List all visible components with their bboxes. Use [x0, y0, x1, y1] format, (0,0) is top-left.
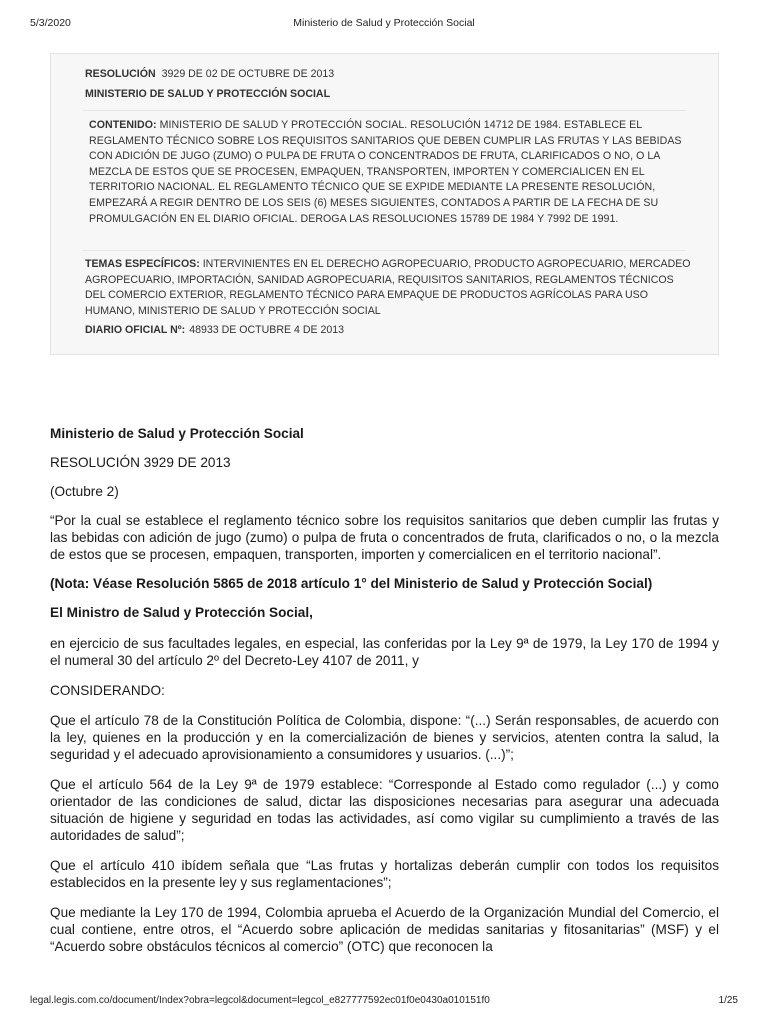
- resolution-line: [85, 68, 334, 80]
- contenido-label: CONTENIDO:: [89, 119, 157, 131]
- resolution-value: 3929 DE 02 DE OCTUBRE DE 2013: [161, 68, 335, 80]
- contenido-block: [89, 118, 695, 227]
- divider: [83, 250, 686, 251]
- print-footer: [0, 995, 768, 1009]
- note: (Nota: Véase Resolución 5865 de 2018 artículo 1° del Ministerio de Salud y Protección Social): [50, 576, 653, 591]
- resolution-heading: RESOLUCIÓN 3929 DE 2013: [50, 455, 231, 470]
- ministry-line: MINISTERIO DE SALUD Y PROTECCIÓN SOCIAL: [85, 88, 331, 100]
- diario-value: 48933 DE OCTUBRE 4 DE 2013: [189, 324, 345, 336]
- temas-label: TEMAS ESPECÍFICOS:: [85, 258, 200, 270]
- print-header: [0, 17, 768, 31]
- paragraph: Que el artículo 564 de la Ley 9ª de 1979 establece: “Corresponde al Estado como regulador (...) y como orientador de las condiciones de salud, dictar las disposiciones necesarias para asegurar una adecuada situación de higiene y seguridad en todas las actividades, así como vigilar su cumplimiento a través de las autoridades de salud”;: [50, 777, 719, 843]
- paragraph: Que el artículo 410 ibídem señala que “Las frutas y hortalizas deberán cumplir con todos los requisitos establecidos en la presente ley y sus reglamentaciones”;: [50, 858, 719, 890]
- resolution-label: RESOLUCIÓN: [85, 68, 156, 80]
- divider: [83, 110, 686, 111]
- page-number: 1/25: [718, 995, 738, 1006]
- print-date: 5/3/2020: [30, 17, 71, 29]
- paragraph: Que mediante la Ley 170 de 1994, Colombia aprueba el Acuerdo de la Organización Mundial del Comercio, el cual contiene, entre otros, el “Acuerdo sobre aplicación de medidas sanitarias y fitosanitarias” (MSF) y el “Acuerdo sobre obstáculos técnicos al comercio” (OTC) que reconocen la: [50, 905, 719, 954]
- page-url: legal.legis.com.co/document/Index?obra=legcol&document=legcol_e827777592ec01f0e0430a010151f0: [30, 995, 490, 1006]
- resolution-date: (Octubre 2): [50, 484, 119, 499]
- document-summary-box: [50, 53, 719, 355]
- considering-heading: CONSIDERANDO:: [50, 683, 165, 698]
- print-title: Ministerio de Salud y Protección Social: [293, 17, 475, 29]
- paragraph: Que el artículo 78 de la Constitución Política de Colombia, dispone: “(...) Serán responsables, de acuerdo con la ley, quienes en la producción y en la comercialización de bienes y servicios, atenten contra la salud, la seguridad y el adecuado aprovisionamiento a consumidores y usuarios. (...)”;: [50, 713, 719, 762]
- resolution-purpose: “Por la cual se establece el reglamento técnico sobre los requisitos sanitarios que deben cumplir las frutas y las bebidas con adición de jugo (zumo) o pulpa de fruta o concentrados de fruta, clarificados o no, o la mezcla de estos que se procesen, empaquen, transporten, importen y comercialicen en el territorio nacional”.: [50, 513, 719, 562]
- diario-label: DIARIO OFICIAL Nº:: [85, 324, 186, 336]
- contenido-text: MINISTERIO DE SALUD Y PROTECCIÓN SOCIAL. RESOLUCIÓN 14712 DE 1984. ESTABLECE EL REGLAMENTO TÉCNICO SOBRE LOS REQUISITOS SANITARIOS QUE DEBEN CUMPLIR LAS FRUTAS Y LAS BEBIDAS CON ADICIÓN DE JUGO (ZUMO) O PULPA DE FRUTA O CONCENTRADOS DE FRUTA, CLARIFICADOS O NO, O LA MEZCLA DE ESTOS QUE SE PROCESEN, EMPAQUEN, TRANSPORTEN, IMPORTEN Y COMERCIALICEN EN EL TERRITORIO NACIONAL. EL REGLAMENTO TÉCNICO QUE SE EXPIDE MEDIANTE LA PRESENTE RESOLUCIÓN, EMPEZARÁ A REGIR DENTRO DE LOS SEIS (6) MESES SIGUIENTES, CONTADOS A PARTIR DE LA FECHA DE SU PROMULGACIÓN EN EL DIARIO OFICIAL. DEROGA LAS RESOLUCIONES 15789 DE 1984 Y 7992 DE 1991.: [89, 119, 682, 225]
- diario-line: [85, 324, 344, 336]
- ministry-heading: Ministerio de Salud y Protección Social: [50, 426, 304, 441]
- temas-text: INTERVINIENTES EN EL DERECHO AGROPECUARIO, PRODUCTO AGROPECUARIO, MERCADEO AGROPECUARIO, IMPORTACIÓN, SANIDAD AGROPECUARIA, REQUISITOS SANITARIOS, REGLAMENTOS TÉCNICOS DEL COMERCIO EXTERIOR, REGLAMENTO TÉCNICO PARA EMPAQUE DE PRODUCTOS AGRÍCOLAS PARA USO HUMANO, MINISTERIO DE SALUD Y PROTECCIÓN SOCIAL: [85, 258, 691, 317]
- legal-powers: en ejercicio de sus facultades legales, en especial, las conferidas por la Ley 9ª de 1979, la Ley 170 de 1994 y el numeral 30 del artículo 2º del Decreto-Ley 4107 de 2011, y: [50, 636, 719, 668]
- temas-block: [85, 257, 691, 319]
- document-body: [50, 425, 719, 955]
- minister-heading: El Ministro de Salud y Protección Social,: [50, 605, 313, 620]
